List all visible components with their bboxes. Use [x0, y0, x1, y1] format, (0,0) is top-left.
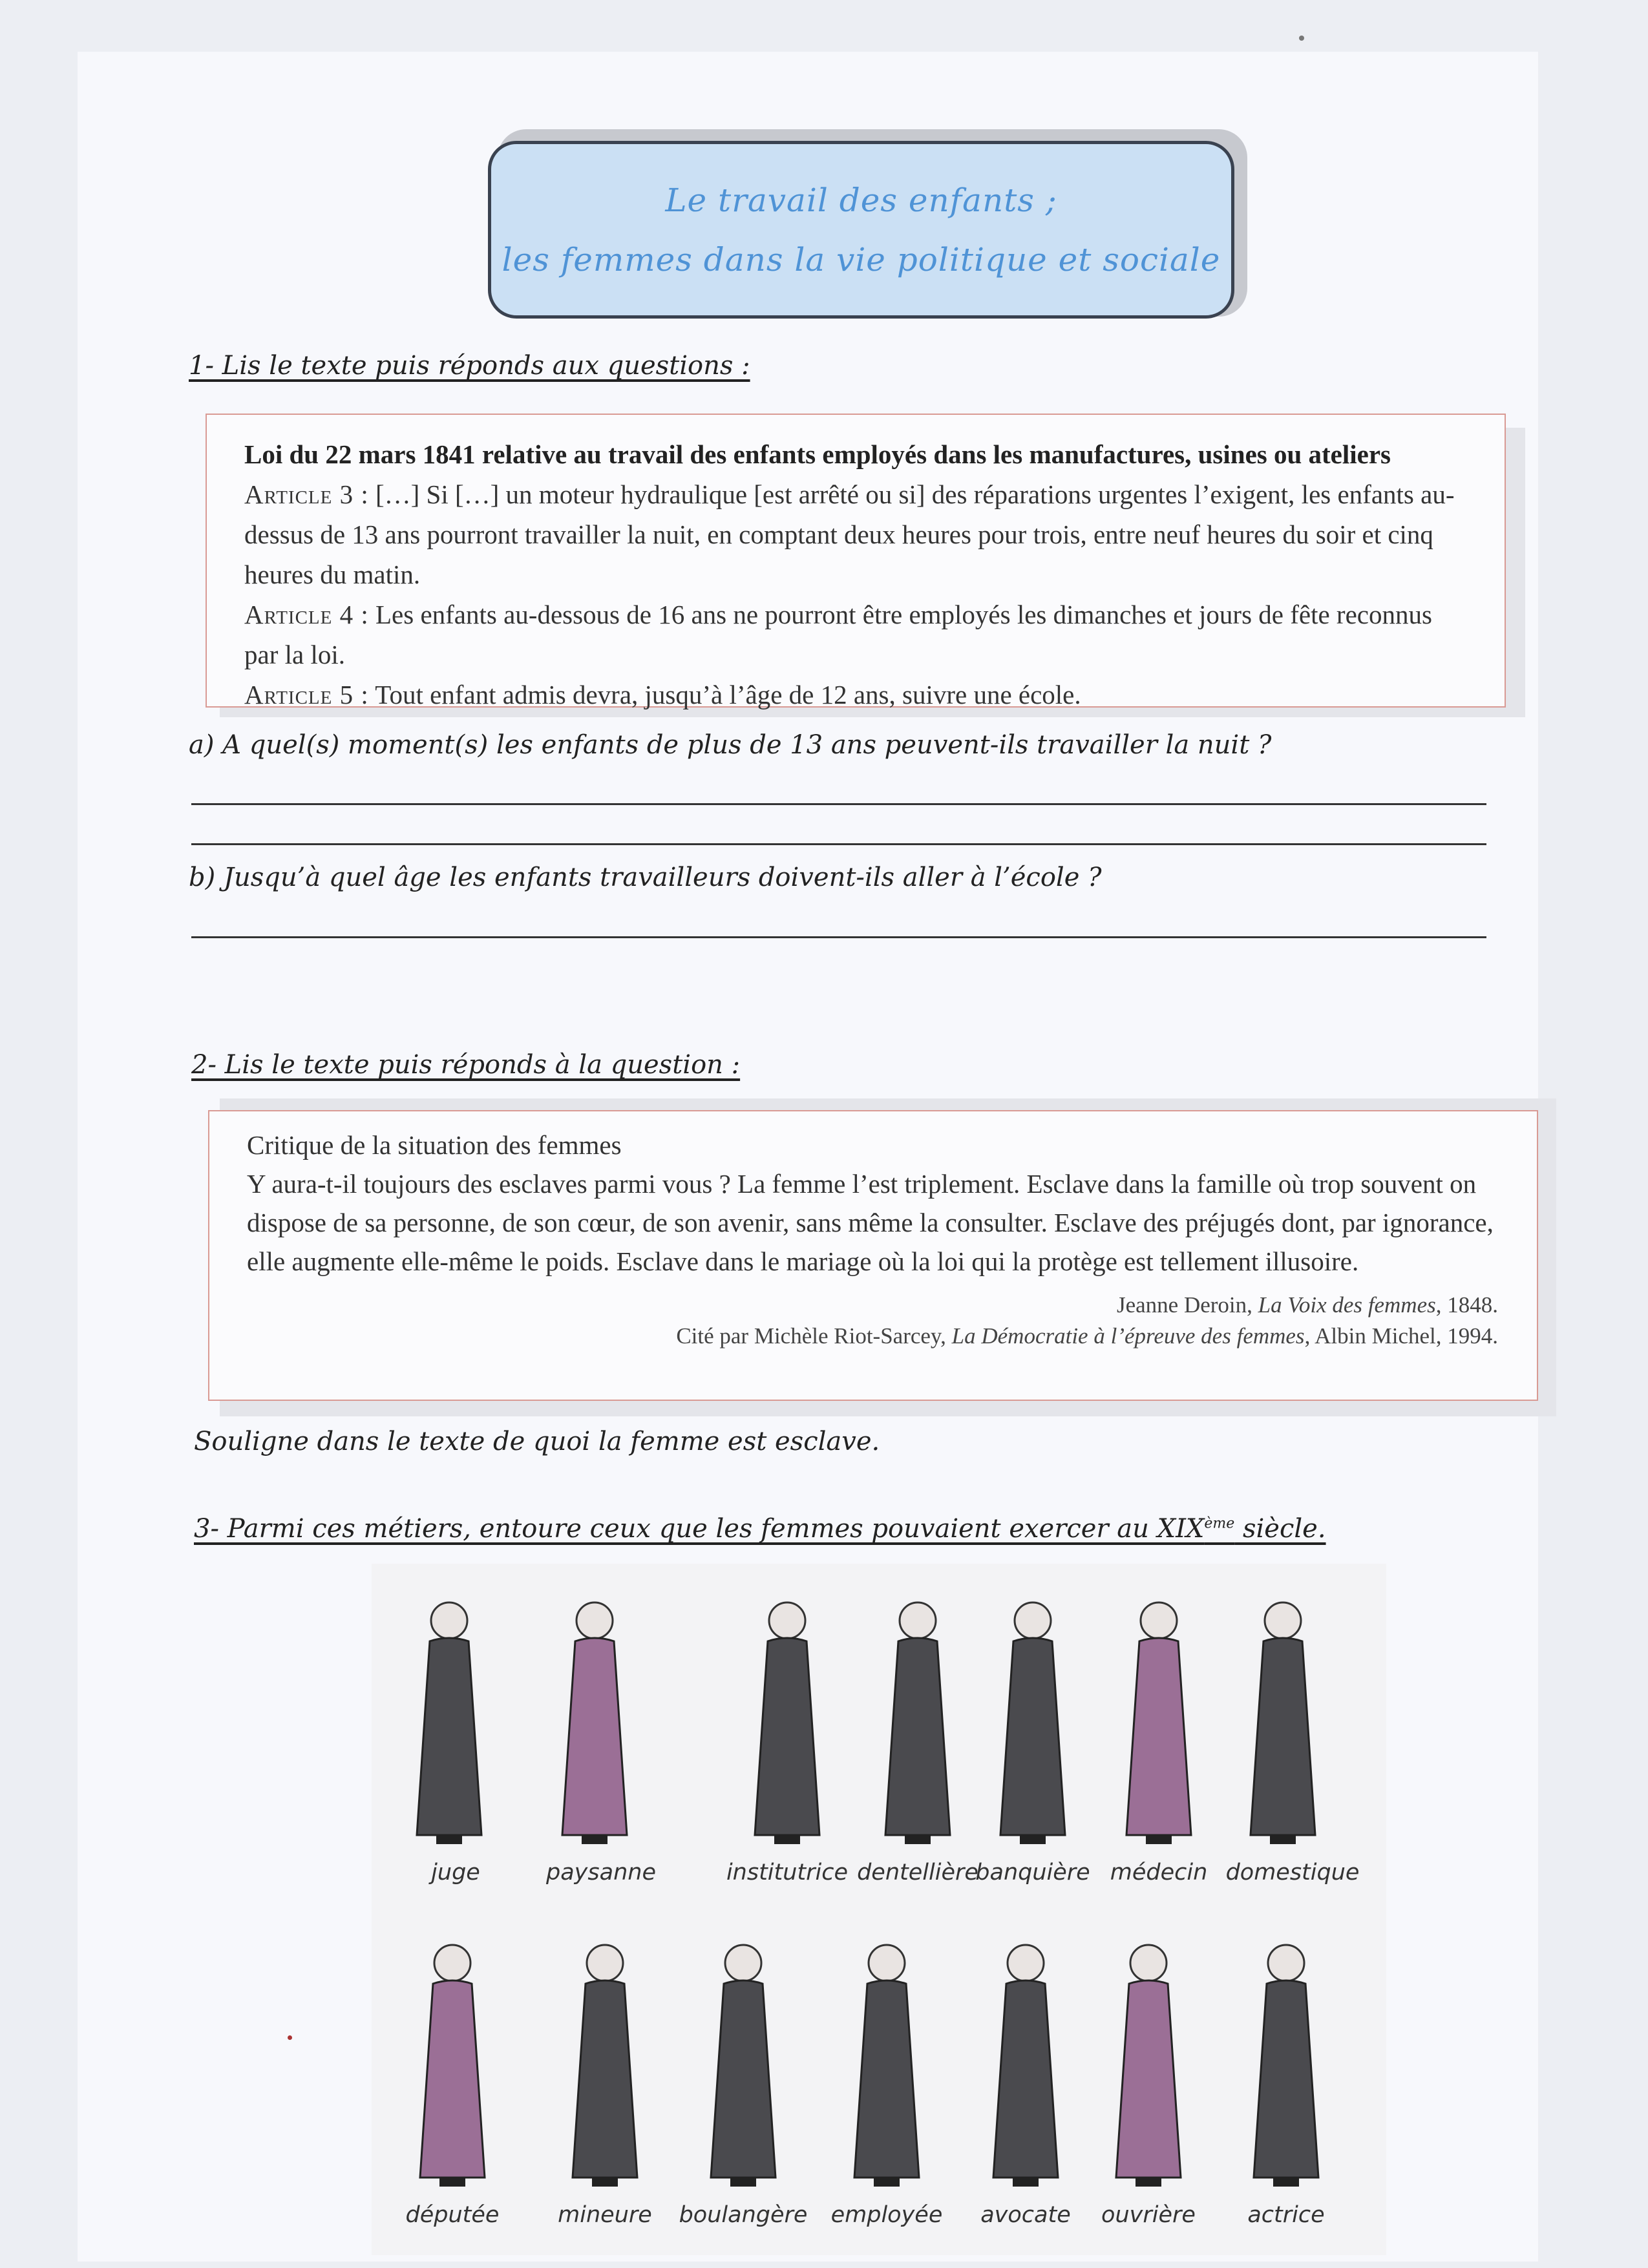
article-5-label: Article 5 :: [244, 680, 369, 709]
section-1-heading: 1- Lis le texte puis réponds aux questions :: [189, 351, 750, 381]
quote-text-box: [208, 1110, 1538, 1401]
citation-prefix: Cité par Michèle Riot-Sarcey,: [676, 1323, 946, 1349]
figure-dentellière: [853, 1590, 982, 1848]
figure-actrice: [1221, 1932, 1351, 2190]
job-label-ouvriere[interactable]: ouvrière: [1101, 2202, 1196, 2228]
job-label-institutrice[interactable]: institutrice: [726, 1860, 849, 1885]
question-b: b) Jusqu’à quel âge les enfants travailleurs doivent-ils aller à l’école ?: [189, 863, 1102, 892]
source-year: , 1848.: [1435, 1292, 1498, 1318]
article-5: [244, 675, 1466, 715]
title-box: [488, 141, 1234, 319]
law-text-title: Loi du 22 mars 1841 relative au travail des enfants employés dans les manufactures, usines ou ateliers: [244, 439, 1391, 469]
figure-domestique: [1218, 1590, 1347, 1848]
job-label-dentelliere[interactable]: dentellière: [857, 1860, 978, 1885]
job-label-boulangere[interactable]: boulangère: [679, 2202, 808, 2228]
section-2-heading: 2- Lis le texte puis réponds à la question :: [191, 1050, 741, 1080]
source-author: Jeanne Deroin,: [1116, 1292, 1252, 1318]
figure-paysanne: [530, 1590, 659, 1848]
section-3-heading-end: siècle.: [1234, 1514, 1326, 1544]
answer-line-b1[interactable]: [191, 936, 1486, 938]
figure-institutrice: [723, 1590, 852, 1848]
job-label-actrice[interactable]: actrice: [1247, 2202, 1325, 2228]
figure-ouvrière: [1084, 1932, 1213, 2190]
job-label-paysanne[interactable]: paysanne: [546, 1860, 656, 1885]
source-work: La Voix des femmes: [1258, 1292, 1436, 1318]
scan-speck: [288, 2035, 292, 2040]
figure-employée: [822, 1932, 951, 2190]
job-label-deputee[interactable]: députée: [405, 2202, 500, 2228]
section-3-heading-main: 3- Parmi ces métiers, entoure ceux que les femmes pouvaient exercer au XIX: [194, 1514, 1205, 1544]
job-label-mineure[interactable]: mineure: [558, 2202, 652, 2228]
article-3-text: […] Si […] un moteur hydraulique [est arrêté ou si] des réparations urgentes l’exigent, les enfants au-dessus de 13 ans pourront travailler la nuit, en comptant deux heures pour trois, entre neuf heures du soir et cinq heures du matin.: [244, 479, 1455, 589]
figure-boulangère: [679, 1932, 808, 2190]
figure-députée: [388, 1932, 517, 2190]
section-3-heading: [194, 1514, 1326, 1544]
article-4: [244, 594, 1466, 675]
figure-juge: [385, 1590, 514, 1848]
quote-source: [247, 1290, 1498, 1321]
section-2-instruction: Souligne dans le texte de quoi la femme est esclave.: [194, 1427, 880, 1456]
job-label-avocate[interactable]: avocate: [980, 2202, 1071, 2228]
title-line-1: Le travail des enfants ;: [665, 181, 1057, 219]
section-3-heading-sup: ème: [1204, 1515, 1235, 1532]
figure-avocate: [961, 1932, 1090, 2190]
job-label-banquiere[interactable]: banquière: [975, 1860, 1090, 1885]
scan-speck: [1299, 36, 1304, 41]
job-label-domestique[interactable]: domestique: [1225, 1860, 1360, 1885]
title-line-2: les femmes dans la vie politique et sociale: [502, 240, 1221, 278]
job-label-employee[interactable]: employée: [830, 2202, 943, 2228]
quote-citation: [247, 1321, 1498, 1352]
article-3-label: Article 3 :: [244, 479, 369, 509]
law-text-box: [206, 414, 1506, 708]
answer-line-a2[interactable]: [191, 843, 1486, 845]
citation-suffix: , Albin Michel, 1994.: [1304, 1323, 1498, 1349]
figure-médecin: [1094, 1590, 1223, 1848]
article-4-text: Les enfants au-dessous de 16 ans ne pourront être employés les dimanches et jours de fête reconnus par la loi.: [244, 600, 1432, 669]
job-label-medecin[interactable]: médecin: [1110, 1860, 1208, 1885]
quote-body: Y aura-t-il toujours des esclaves parmi vous ? La femme l’est triplement. Esclave dans la famille où trop souvent on dispose de sa personne, de son cœur, de son avenir, sans même la consulter. Esclave des préjugés dont, par ignorance, elle augmente elle-même le poids. Esclave dans le mariage où la loi qui la protège est tellement illusoire.: [247, 1169, 1494, 1276]
article-3: [244, 474, 1466, 594]
figure-mineure: [540, 1932, 670, 2190]
answer-line-a1[interactable]: [191, 803, 1486, 805]
figure-banquière: [968, 1590, 1097, 1848]
quote-title: Critique de la situation des femmes: [247, 1130, 622, 1160]
citation-work: La Démocratie à l’épreuve des femmes: [951, 1323, 1305, 1349]
article-5-text: Tout enfant admis devra, jusqu’à l’âge de 12 ans, suivre une école.: [375, 680, 1081, 709]
job-label-juge[interactable]: juge: [431, 1860, 480, 1885]
article-4-label: Article 4 :: [244, 600, 369, 629]
question-a: a) A quel(s) moment(s) les enfants de plus de 13 ans peuvent-ils travailler la nuit ?: [189, 730, 1272, 760]
